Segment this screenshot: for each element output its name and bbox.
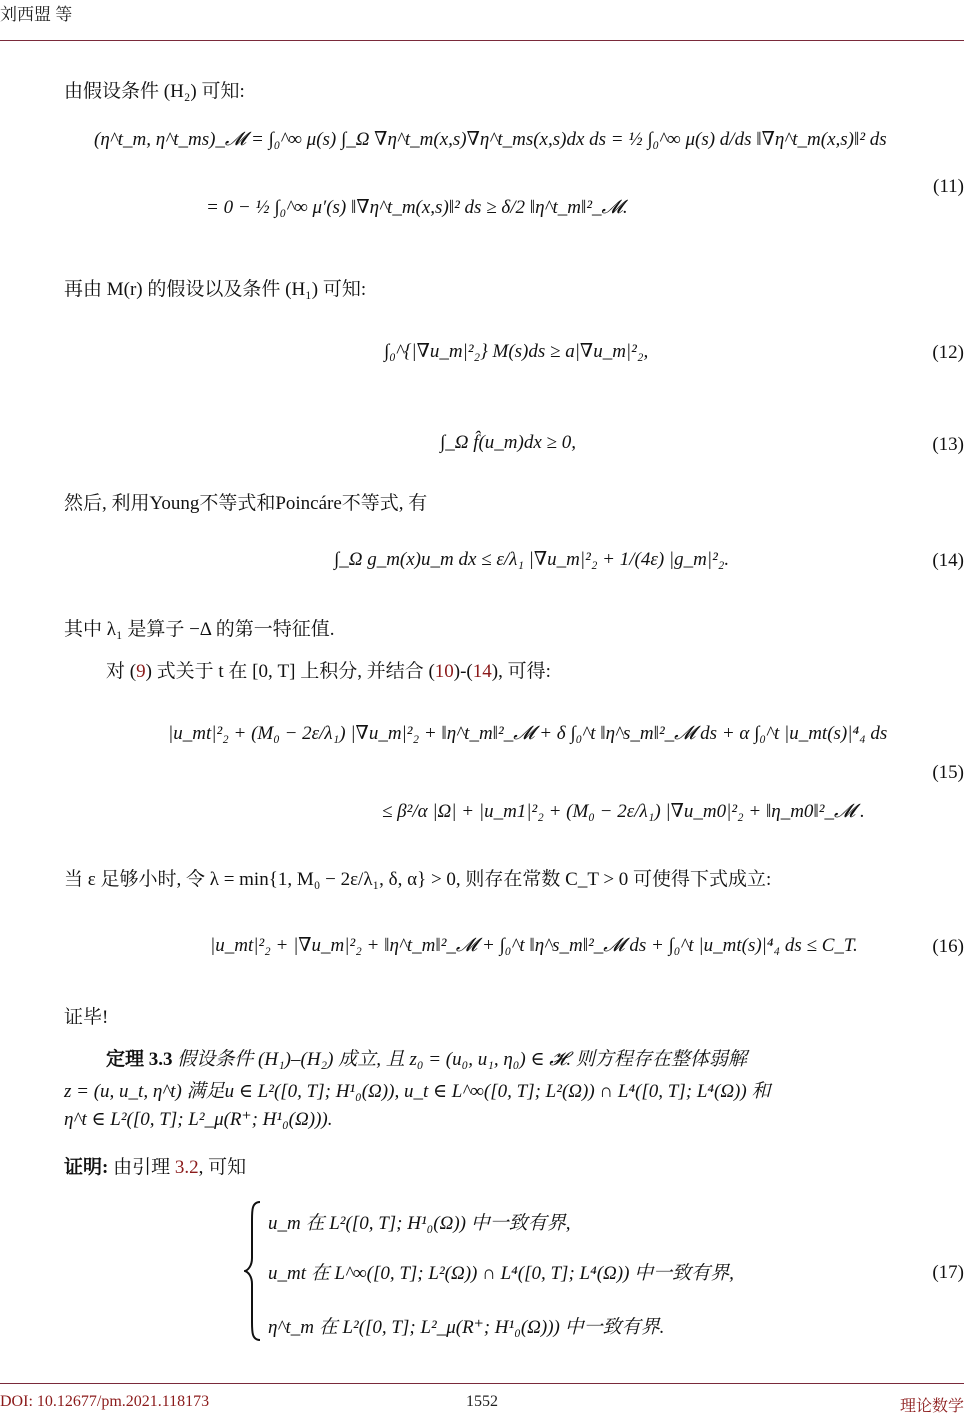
paragraph-integrate-text-c: )-( <box>453 661 473 682</box>
proof-end: 证毕! <box>64 1007 109 1028</box>
equation-14: ∫_Ω g_m(x)u_m dx ≤ ε/λ₁ |∇u_m|²₂ + 1/(4ε) |g_m|²₂. <box>334 549 730 570</box>
equation-17-case-2: u_mt 在 L^∞([0, T]; L²(Ω)) ∩ L⁴([0, T]; L⁴(Ω)) 中一致有界, <box>268 1263 734 1284</box>
paragraph-hypothesis-h2: 由假设条件 (H₂) 可知: <box>64 81 245 102</box>
equation-17-case-1: u_m 在 L²([0, T]; H¹₀(Ω)) 中一致有界, <box>268 1213 571 1234</box>
running-header-authors: 刘西盟 等 <box>0 5 73 24</box>
proof-label: 证明: <box>64 1157 109 1178</box>
paragraph-integrate <box>106 656 551 683</box>
doi-link[interactable]: DOI: 10.12677/pm.2021.118173 <box>0 1393 210 1410</box>
paragraph-eigenvalue: 其中 λ₁ 是算子 −Δ 的第一特征值. <box>64 619 335 640</box>
lemma-link-3-2[interactable]: 3.2 <box>174 1157 199 1178</box>
paragraph-hypothesis-m: 再由 M(r) 的假设以及条件 (H₁) 可知: <box>64 279 367 300</box>
equation-link-10[interactable]: 10 <box>434 661 454 682</box>
equation-17-case-3: η^t_m 在 L²([0, T]; L²_μ(R⁺; H¹₀(Ω))) 中一致有界. <box>268 1317 665 1338</box>
equation-number-15: (15) <box>932 762 964 783</box>
equation-12: ∫₀^{|∇u_m|²₂} M(s)ds ≥ a|∇u_m|²₂, <box>384 341 649 362</box>
theorem-text-1: 假设条件 (H₁)–(H₂) 成立, 且 z₀ = (u₀, u₁, η₀) ∈ 𝓗. 则方程存在整体弱解 <box>177 1049 747 1070</box>
equation-number-14: (14) <box>932 550 964 571</box>
paragraph-young-poincare: 然后, 利用Young不等式和Poincáre不等式, 有 <box>64 493 428 514</box>
theorem-label: 定理 3.3 <box>106 1049 173 1070</box>
equation-11-line-1: (η^t_m, η^t_ms)_𝓜 = ∫₀^∞ μ(s) ∫_Ω ∇η^t_m(x,s)∇η^t_ms(x,s)dx ds = ½ ∫₀^∞ μ(s) d/ds ‖∇η^t_m(x,s)‖² ds <box>94 129 887 150</box>
proof-text-a: 由引理 <box>113 1157 175 1178</box>
paragraph-integrate-text-d: ), 可得: <box>491 661 551 682</box>
header-rule <box>0 40 964 41</box>
equation-number-17: (17) <box>932 1262 964 1283</box>
equation-16: |u_mt|²₂ + |∇u_m|²₂ + ‖η^t_m‖²_𝓜 + ∫₀^t ‖η^s_m‖²_𝓜 ds + ∫₀^t |u_mt(s)|⁴₄ ds ≤ C_T. <box>210 935 858 956</box>
equation-number-16: (16) <box>932 936 964 957</box>
equation-number-13: (13) <box>932 434 964 455</box>
equation-13: ∫_Ω f̂(u_m)dx ≥ 0, <box>440 432 576 453</box>
footer-rule <box>0 1383 964 1384</box>
proof-text-b: , 可知 <box>198 1157 247 1178</box>
equation-number-12: (12) <box>932 342 964 363</box>
paragraph-integrate-text-b: ) 式关于 t 在 [0, T] 上积分, 并结合 ( <box>145 661 435 682</box>
page-number: 1552 <box>466 1393 498 1410</box>
journal-name: 理论数学 <box>899 1398 964 1415</box>
paragraph-epsilon-small: 当 ε 足够小时, 令 λ = min{1, M₀ − 2ε/λ₁, δ, α} > 0, 则存在常数 C_T > 0 可使得下式成立: <box>64 869 772 890</box>
theorem-3-3-line-1 <box>106 1044 747 1071</box>
theorem-3-3-line-3: η^t ∈ L²([0, T]; L²_μ(R⁺; H¹₀(Ω))). <box>64 1109 333 1130</box>
equation-link-9[interactable]: 9 <box>136 661 146 682</box>
equation-link-14[interactable]: 14 <box>472 661 492 682</box>
theorem-3-3-line-2: z = (u, u_t, η^t) 满足u ∈ L²([0, T]; H¹₀(Ω)), u_t ∈ L^∞([0, T]; L²(Ω)) ∩ L⁴([0, T]; L⁴(Ω)) 和 <box>64 1081 771 1102</box>
equation-15-line-1: |u_mt|²₂ + (M₀ − 2ε/λ₁) |∇u_m|²₂ + ‖η^t_m‖²_𝓜 + δ ∫₀^t ‖η^s_m‖²_𝓜 ds + α ∫₀^t |u_mt(s)|⁴₄ ds <box>168 723 888 744</box>
paragraph-integrate-text-a: 对 ( <box>106 661 137 682</box>
equation-11-line-2: = 0 − ½ ∫₀^∞ μ′(s) ‖∇η^t_m(x,s)‖² ds ≥ δ/2 ‖η^t_m‖²_𝓜. <box>206 197 628 218</box>
left-brace-icon <box>244 1200 262 1342</box>
equation-15-line-2: ≤ β²/α |Ω| + |u_m1|²₂ + (M₀ − 2ε/λ₁) |∇u_m0|²₂ + ‖η_m0‖²_𝓜 . <box>382 801 865 822</box>
equation-number-11: (11) <box>933 176 964 197</box>
proof-paragraph <box>64 1152 246 1179</box>
